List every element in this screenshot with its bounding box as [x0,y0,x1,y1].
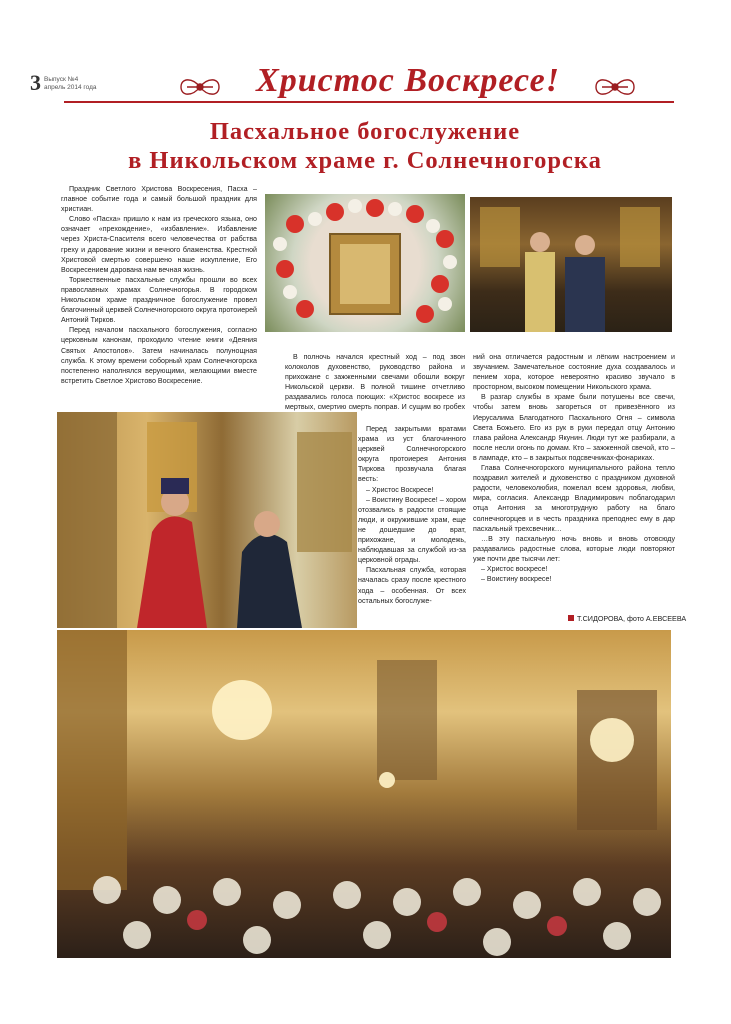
right-column [473,352,675,584]
header-rule [64,101,674,103]
middle-paragraph: Пасхальная служба, которая началась сразу после крестного хода – особенная. От всех остальных богослуже- [358,566,466,605]
article-headline [40,117,690,175]
middle-column [358,424,466,606]
byline-text: Т.СИДОРОВА, фото А.ЕВСЕЕВА [577,614,687,623]
flowers-illustration [265,194,465,332]
middle-paragraph: Перед закрытыми вратами храма из уст благочинного церквей Солнечногорского округа протоиерея Антония Тиркова прозвучала благая весть: [358,425,466,484]
priest-ceremony-photo [470,197,672,332]
intro-paragraph: Перед началом пасхального богослужения, согласно церковным канонам, проходило чтение книги «Деяния Святых Апостолов». Затем начиналась полунощная служба. К этому времени соборный храм Солнечногорска постепенно наполнялся верующими, желающими вместе встретить Светлое Христово Воскресение. [61,326,257,385]
right-paragraph: В разгар службы в храме были потушены все свечи, чтобы затем вновь загореться от привезённого из Иерусалима Благодатного Пасхального Огня – символа Света Божьего. Его из рук в руки передал отцу Антонию глава района Александр Якунин. Люди тут же разбирали, а после несли огонь по домам. Кто – зажженной свечой, кто – в лампаде, кто – в закрытых подсвечниках-фонариках. [473,393,675,462]
church-interior-illustration [57,630,671,958]
right-paragraph: ний она отличается радостным и лёгким настроением и звучанием. Замечательное состояние духа создавалось и пением хора, которое невероятно красиво звучало в просторном, высоком помещении Никольского храма. [473,353,675,392]
issue-info [44,76,97,92]
church-interior-photo [57,630,671,958]
ceremony-illustration [470,197,672,332]
headline-line-1: Пасхальное богослужение [209,118,521,145]
blessing-photo [57,412,357,628]
issue-number: Выпуск №4 [44,76,79,83]
right-paragraph: – Христос воскресе! [481,564,548,573]
page-number: 3 [30,70,41,95]
byline-marker-icon [568,615,574,621]
right-paragraph: …В эту пасхальную ночь вновь и вновь отовсюду раздавались радостные слова, которые люди повторяют уже почти две тысячи лет: [473,534,675,563]
intro-paragraph: Слово «Пасха» пришло к нам из греческого языка, оно означает «прехождение», «избавление». Избавление через Христа-Спасителя всего человечества от рабства греху и дарование жизни и вечного блаженства. Крестной Христовой смертью совершено наше искупление, Его Воскресением дарована нам вечная жизнь. [61,215,257,274]
ornament-right-icon [592,72,638,102]
right-paragraph: – Воистину воскресе! [481,575,552,584]
ornament-left-icon [177,72,223,102]
intro-paragraph: Праздник Светлого Христова Воскресения, Пасха – главное событие года и самый большой праздник для христиан. [61,185,257,214]
byline [568,614,686,623]
intro-paragraph: Торжественные пасхальные службы прошли во всех православных храмах Солнечногорья. В городском Никольском храме праздничное богослужение провел благочинный церквей Солнечногорского округа протоиерей Антоний Тирков. [61,275,257,325]
right-paragraph: Глава Солнечногорского муниципального района тепло поздравил жителей и духовенство с праздником духовной радости, человеколюбия, пожелал всем здоровья, любви, мира, согласия. Александр Владимирович поблагодарил отца Антония за многотрудную работу на благо солнечногорцев и в честь праздника преподнес ему в дар пасхальный трехсвечник… [473,464,675,533]
intro-column [61,184,257,386]
icon-flowers-photo [265,194,465,332]
blessing-illustration [57,412,357,628]
middle-paragraph: – Воистину Воскресе! – хором отозвались в радости стоящие люди, и окружившие храм, еще не дошедшие до врат, прихожане, и молодежь, наблюдавшая за службой из-за церковной ограды. [358,495,466,565]
middle-top-paragraph: В полночь начался крестный ход – под звон колоколов духовенство, руководство района и прихожане с зажженными свечами обошли вокруг Никольской церкви. В полной тишине отчетливо раздавались голоса поющих: «Христос воскресе из мертвых, смертию смерть поправ. И сущим во гробех [285,353,465,412]
masthead-title: Христос Воскресе! [256,62,560,99]
issue-date: апрель 2014 года [44,84,97,91]
headline-line-2: в Никольском храме г. Солнечногорска [128,147,602,174]
middle-paragraph: – Христос Воскресе! [366,485,434,494]
